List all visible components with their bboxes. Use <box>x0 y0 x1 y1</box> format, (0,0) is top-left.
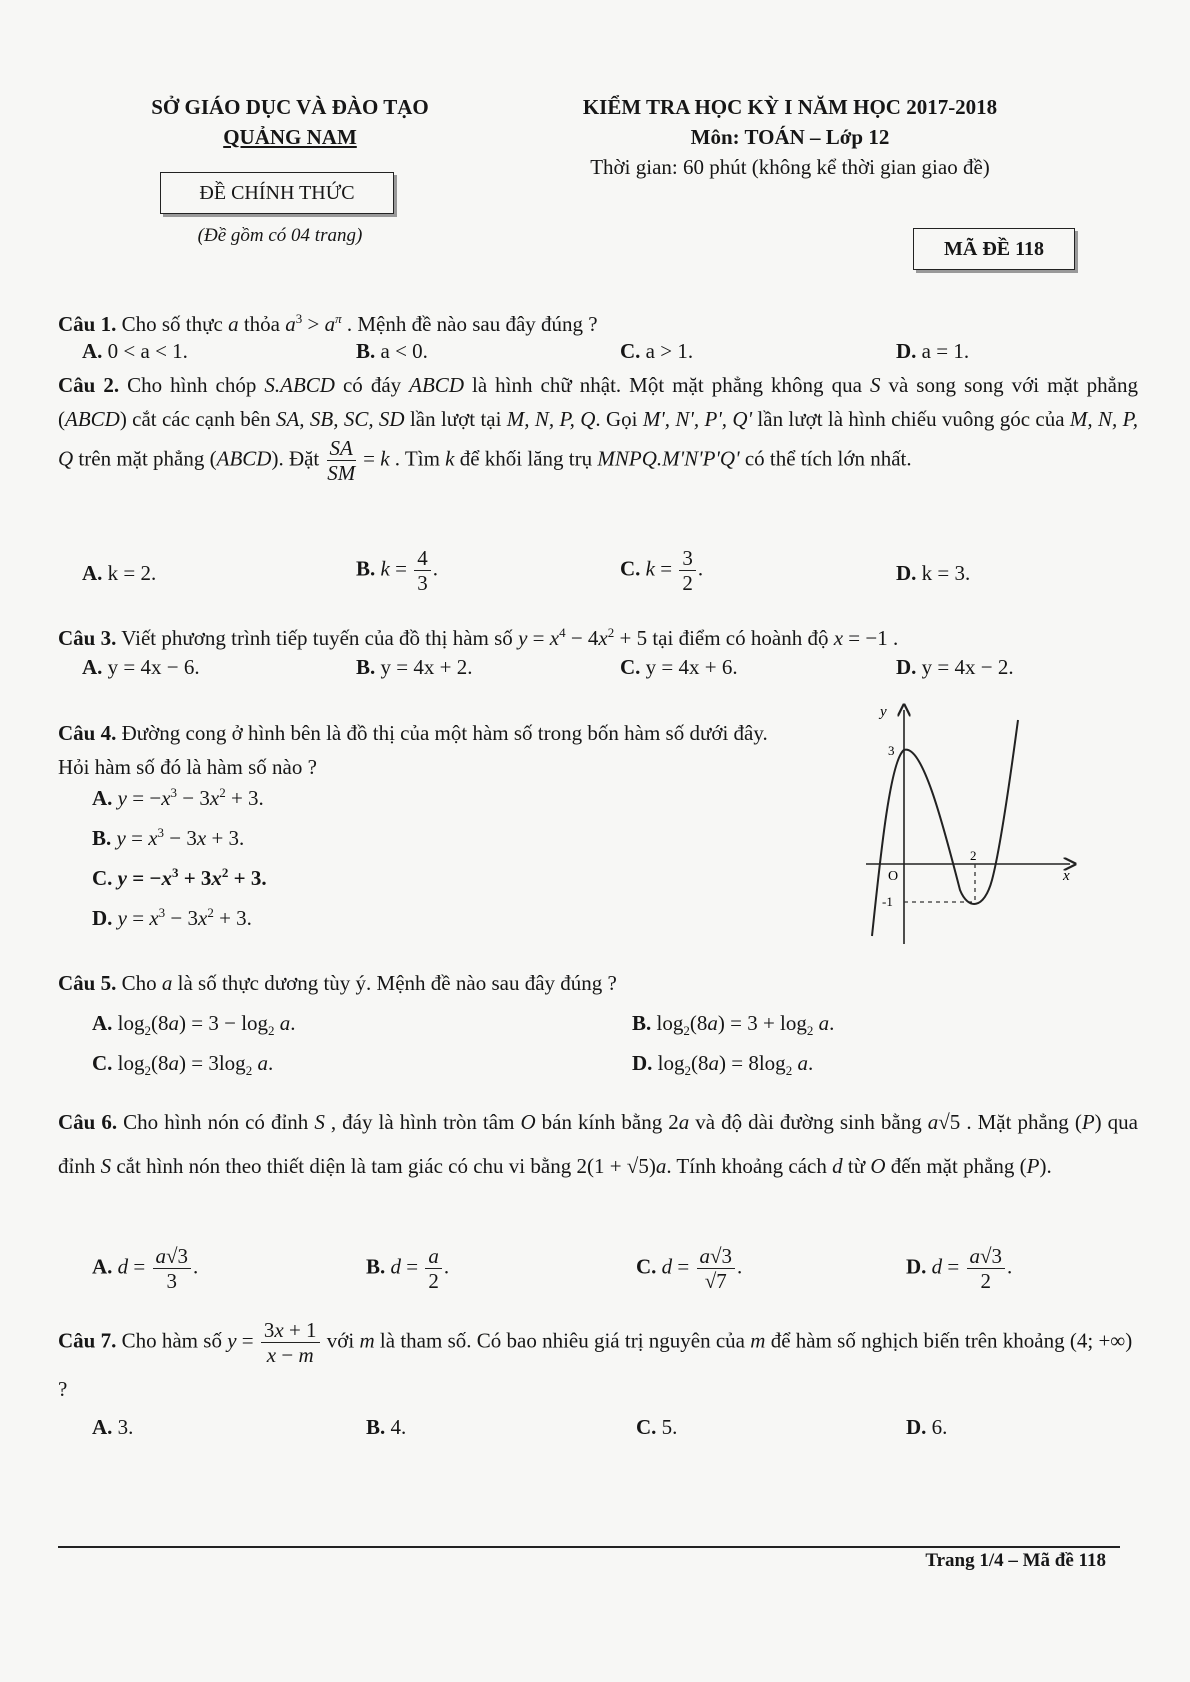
option-c: C. k = $\frac{3}{2}$ . <box>620 546 704 595</box>
question-3: Câu 3. Viết phương trình tiếp tuyến của đồ thị hàm số $y = x^4 - 4x^2 + 5$ tại điểm có hoành độ x = −1 . <box>58 625 899 650</box>
option-d: D. $\log_2(8a) = 8\log_2$ a. <box>632 1051 814 1079</box>
exam-title: KIỂM TRA HỌC KỲ I NĂM HỌC 2017-2018 <box>582 95 998 119</box>
option-b: B. $\log_2(8a) = 3 + \log_2 a$. <box>632 1011 835 1039</box>
option-b: B. 4. <box>366 1415 407 1439</box>
question-label: Câu 7. <box>58 1328 117 1353</box>
option-a: A. k = 2. <box>82 561 157 585</box>
exam-subject: Môn: TOÁN – Lớp 12 <box>690 125 890 149</box>
origin-label: O <box>888 869 899 884</box>
pages-note: (Đề gồm có 04 trang) <box>197 225 363 246</box>
option-c: C. a > 1. <box>620 339 694 363</box>
question-1: Câu 1. Cho số thực a thỏa $a^3 > a^\pi$ . Mệnh đề nào sau đây đúng ? <box>58 311 598 336</box>
option-c: C. 5. <box>636 1415 678 1439</box>
option-a: A. 0 < a < 1. <box>82 339 188 363</box>
option-b: B. y = 4x + 2. <box>356 655 473 679</box>
question-2: Câu 2. Cho hình chóp S.ABCD có đáy ABCD là hình chữ nhật. Một mặt phẳng không qua S và song song với mặt phẳng (ABCD) cắt các cạnh bên SA, SB, SC, SD lần lượt tại M, N, P, Q. Gọi M', N', P', Q' lần lượt là hình chiếu vuông góc của M, N, P, Q trên mặt phẳng (ABCD). Đặt $\frac{SA}{SM}$ = k . Tìm k để khối lăng trụ MNPQ.M'N'P'Q' có thể tích lớn nhất. <box>58 373 1138 485</box>
tick-2: 2 <box>970 848 977 863</box>
x-label: x <box>1063 868 1070 884</box>
question-label: Câu 2. <box>58 373 120 397</box>
question-4-text: Đường cong ở hình bên là đồ thị của một hàm số trong bốn hàm số dưới đây. Hỏi hàm số đó là hàm số nào ? <box>58 721 768 779</box>
option-a: A. d = $\frac{a√3}{3}$ . <box>92 1244 199 1293</box>
option-d: D. k = 3. <box>896 561 971 585</box>
exam-code-badge: MÃ ĐỀ 118 <box>913 228 1075 270</box>
option-a: A. y = 4x − 6. <box>82 655 200 679</box>
tick-minus-1: -1 <box>882 894 893 909</box>
option-d: D. a = 1. <box>896 339 970 363</box>
option-b: B. $y = x^3 - 3x + 3$. <box>92 825 245 850</box>
department-line2: QUẢNG NAM <box>223 125 357 149</box>
option-a: A. $y = -x^3 - 3x^2 + 3$. <box>92 785 264 810</box>
function-graph <box>860 700 1080 950</box>
option-c: C. y = 4x + 6. <box>620 655 738 679</box>
option-c: C. $y = -x^3 + 3x^2 + 3$. <box>92 865 267 890</box>
exam-duration: Thời gian: 60 phút (không kể thời gian giao đề) <box>590 155 990 179</box>
option-c: C. $\log_2(8a) = 3\log_2$ a. <box>92 1051 274 1079</box>
question-label: Câu 4. <box>58 721 117 745</box>
question-label: Câu 5. <box>58 971 117 995</box>
option-a: A. 3. <box>92 1415 134 1439</box>
option-a: A. $\log_2(8a) = 3 - \log_2 a$. <box>92 1011 296 1039</box>
option-d: D. $y = x^3 - 3x^2 + 3$. <box>92 905 252 930</box>
department-header <box>100 92 480 152</box>
option-c: C. d = $\frac{a√3}{√7}$ . <box>636 1244 743 1293</box>
y-label: y <box>880 704 887 720</box>
option-d: D. 6. <box>906 1415 948 1439</box>
tick-3: 3 <box>888 743 895 758</box>
exam-header <box>520 92 1060 182</box>
option-b: B. a < 0. <box>356 339 428 363</box>
page-footer: Trang 1/4 – Mã đề 118 <box>925 1550 1106 1571</box>
option-d: D. y = 4x − 2. <box>896 655 1014 679</box>
question-5: Câu 5. Cho a là số thực dương tùy ý. Mệnh đề nào sau đây đúng ? <box>58 971 617 995</box>
question-label: Câu 3. <box>58 626 117 650</box>
question-label: Câu 6. <box>58 1110 118 1134</box>
official-badge: ĐỀ CHÍNH THỨC <box>160 172 394 214</box>
option-b: B. d = $\frac{a}{2}$ . <box>366 1244 450 1293</box>
question-label: Câu 1. <box>58 312 117 336</box>
option-d: D. d = $\frac{a√3}{2}$ . <box>906 1244 1013 1293</box>
option-b: B. k = $\frac{4}{3}$ . <box>356 546 438 595</box>
department-line1: SỞ GIÁO DỤC VÀ ĐÀO TẠO <box>151 95 429 119</box>
question-6: Câu 6. Cho hình nón có đỉnh S , đáy là hình tròn tâm O bán kính bằng 2a và độ dài đường sinh bằng a√5 . Mặt phẳng (P) qua đỉnh S cắt hình nón theo thiết diện là tam giác có chu vi bằng 2(1 + √5)a. Tính khoảng cách d từ O đến mặt phẳng (P). <box>58 1110 1138 1178</box>
question-7: Câu 7. Cho hàm số y = $\frac{3x + 1}{x - m}$ với m là tham số. Có bao nhiêu giá trị nguyên của m để hàm số nghịch biến trên khoảng (4; +∞) ? <box>58 1318 1133 1401</box>
question-4 <box>58 716 768 784</box>
footer-divider <box>58 1546 1120 1548</box>
